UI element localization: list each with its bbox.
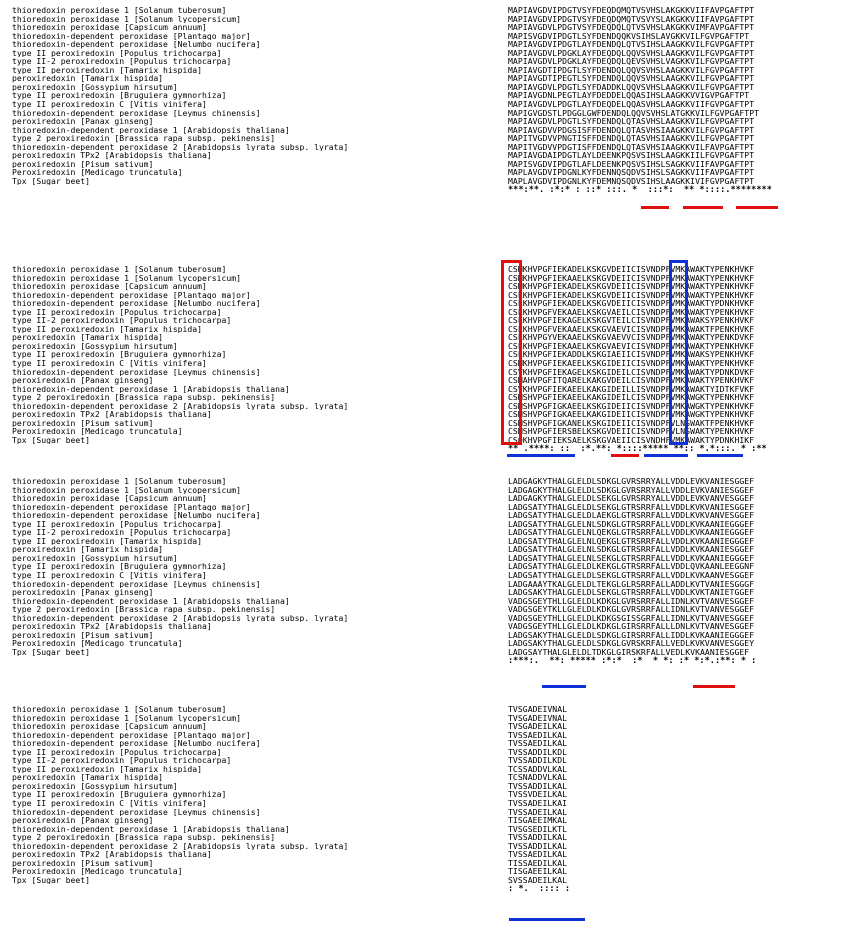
species-name: thioredoxin-dependent peroxidase 2 [Arabidopsis lyrata subsp. lyrata] [12, 401, 349, 411]
species-name: Tpx [Sugar beet] [12, 647, 90, 657]
species-name: peroxiredoxin [Panax ginseng] [12, 376, 154, 385]
species-name: peroxiredoxin [Pisum sativum] [12, 418, 154, 428]
species-name: peroxiredoxin [Tamarix hispida] [12, 545, 164, 554]
sequence-row: TVSSADEILKAI [508, 799, 568, 808]
species-name: type II peroxiredoxin [Bruguiera gymnorhiza] [12, 350, 227, 360]
sequence-row: TCSSADDVLKAL [508, 764, 568, 774]
sequence-row: LADGSATYTHALGLELDLAEKGLGTRSRRFALLVDDLKVKVANVESGGEF [508, 511, 755, 520]
sequence-row: MAPIAVGDNLPEGTLAYFDEDDELQQASIHSLAAGKKVVIGVPGAFTPT [508, 91, 750, 101]
species-name: type II peroxiredoxin [Tamarix hispida] [12, 65, 203, 75]
species-name: peroxiredoxin [Tamarix hispida] [12, 333, 164, 342]
sequence-column [508, 705, 862, 894]
sequence-row: MAPIAVGDAIPDGTLAYLDEENKPQSVSIHSLAAGKKIILFGVPGAFTPT [508, 151, 755, 160]
sequence-row: MAPLAVGDVIPDGNLKYFDENNQSQDVSIHSLSAGKKVIIFAVPGAFTPT [508, 168, 755, 177]
species-name: thioredoxin peroxidase 1 [Solanum tuberosum] [12, 6, 227, 15]
species-name: thioredoxin-dependent peroxidase 1 [Arabidopsis thaliana] [12, 824, 290, 834]
sequence-row: CSMKHVPGFIEKAEELKSKGIDEIICISVNDPFVMKAWAKTYPENKHVKF [508, 359, 755, 368]
highlight-bar-red [736, 206, 778, 209]
sequence-row: VADGSGEYTKLLGLELDLKDKGLGVRSRRFALLIDNLKVTVANVESGGEF [508, 605, 755, 614]
sequence-row: MAPITVGDVVPNGTISFFDENDQLQTASVHSIAAGKKVILFGVPGAFTPT [508, 134, 755, 143]
species-name: peroxiredoxin [Gossypium hirsutum] [12, 781, 178, 791]
species-name-column [12, 265, 502, 444]
sequence-row: CSMAHVPGFITQARELKAKGVDEILCISVNDPFVMKAWAKTYPENKHVKF [508, 376, 755, 385]
sequence-row: LADGSATYTHALGLELNLSDKGLGTRSRRFALLVDDLKVKAANIEGGGEF [508, 519, 755, 529]
sequence-row: CSMSHVPGFIEKAEELKAKGIDEILCISVNDPFVMKAWGKTYPENKHVKF [508, 393, 755, 402]
species-name: type II-2 peroxiredoxin [Populus trichocarpa] [12, 528, 232, 537]
sequence-row: CSMKHVPGFIEKAAELKSKGVDEIICISVNDPFVMKAWAKTYPENKHVKF [508, 273, 755, 283]
species-name: peroxiredoxin TPx2 [Arabidopsis thaliana] [12, 410, 212, 419]
sequence-row: TVSSADDILKDL [508, 747, 568, 757]
sequence-row: TISSAEDILKAL [508, 858, 568, 868]
sequence-row: CSLKHVPGFIEKADELKSKGVDEIICISVNDPFVMKAWAKTYPDNKHVKF [508, 299, 755, 308]
sequence-row: TCSNADDVLKAL [508, 773, 568, 782]
species-name: type II-2 peroxiredoxin [Populus trichocarpa] [12, 756, 232, 765]
species-name: thioredoxin-dependent peroxidase [Plantago major] [12, 31, 251, 41]
sequence-row: MAPISVGDVIPDGTLSYFDENDQQKVSIHSLAVGKKVILFGVPGAFTPT [508, 31, 750, 41]
sequence-row: TISGAEEIMKAL [508, 816, 568, 825]
sequence-row: LADGAGKYTHALGLELDLSDKGLGVRSRRYALLVDDLEVKVANIESGGEF [508, 477, 755, 486]
sequence-row: VADGSGEYTHLLGLELDLKDKGLGIRSRRFALLLDNLKVTVANVESGGEF [508, 622, 755, 631]
sequence-row: CSMKHVPGFIEKADELKSKGVDEIICISVNDPFVMKAWAKTYPENKHVKF [508, 282, 755, 291]
sequence-row: SVSSADEILKAL [508, 875, 568, 885]
highlight-bar-blue [697, 454, 743, 457]
sequence-row: CSMSHVPGFIERSBELKSKGVDEIICISVNDPFVLNSWAKTYPENKHVKF [508, 427, 755, 436]
species-name: peroxiredoxin [Gossypium hirsutum] [12, 553, 178, 563]
species-name: thioredoxin-dependent peroxidase [Leymus chinensis] [12, 108, 261, 118]
sequence-row: TISGAEEILKAL [508, 867, 568, 876]
species-name: type II-2 peroxiredoxin [Populus trichocarpa] [12, 57, 232, 66]
sequence-row: TVSSAEDILKAL [508, 730, 568, 740]
sequence-row: CSVKHVPGFIEKAGELKSKGIDEILCISVNDPFVMKAWAKTYPDNKDVKF [508, 367, 755, 377]
sequence-row: CSLKHVPGFIEKAGELKSKGVTEILCISVNDPFVMKAWAKSYPENKHVKF [508, 316, 755, 325]
species-name: type II peroxiredoxin [Tamarix hispida] [12, 764, 203, 774]
sequence-row: MAPISVGDVIPDGTLAFLDEENKPQSVSIHSLSAGKKVIIFAVPGAFTPT [508, 159, 755, 169]
sequence-column [508, 6, 862, 195]
species-name: thioredoxin peroxidase [Capsicum annuum] [12, 282, 207, 291]
species-name: peroxiredoxin [Panax ginseng] [12, 117, 154, 126]
sequence-row: CSLKHVPGFVEKAAELKSKGVAEVICISVNDPFVMKAWAKTFPENKHVKF [508, 324, 755, 334]
highlight-bar-red [693, 685, 735, 688]
species-name: Tpx [Sugar beet] [12, 435, 90, 445]
species-name: thioredoxin-dependent peroxidase [Leymus chinensis] [12, 579, 261, 589]
sequence-row: CSMSHVPGFIGKANELKSKGIDEIICISVNDPFVLNSWAKTFPENKHVKF [508, 418, 755, 428]
sequence-column [508, 477, 862, 666]
species-name: peroxiredoxin [Gossypium hirsutum] [12, 341, 178, 351]
species-name: type 2 peroxiredoxin [Brassica rapa subsp. pekinensis] [12, 393, 276, 402]
species-name: type II peroxiredoxin [Tamarix hispida] [12, 324, 203, 334]
species-name: thioredoxin peroxidase 1 [Solanum tuberosum] [12, 705, 227, 714]
sequence-row: TVSGADEIVNAL [508, 713, 568, 723]
species-name: thioredoxin-dependent peroxidase [Nelumbo nucifera] [12, 739, 261, 748]
species-name: Tpx [Sugar beet] [12, 875, 90, 885]
species-name-column [12, 477, 502, 656]
species-name: type II peroxiredoxin [Tamarix hispida] [12, 536, 203, 546]
alignment-block-3 [0, 477, 862, 692]
species-name: peroxiredoxin [Panax ginseng] [12, 588, 154, 597]
species-name: type II peroxiredoxin [Populus trichocarpa] [12, 747, 222, 757]
sequence-row: MAPIAVGDVIPDGTLAYFDENDQLQTVSIHSLAAGKKVILFGVPGAFTPT [508, 40, 755, 49]
highlight-bar-blue [509, 918, 585, 921]
species-name: peroxiredoxin TPx2 [Arabidopsis thaliana] [12, 622, 212, 631]
species-name: type II peroxiredoxin [Populus trichocarpa] [12, 519, 222, 529]
species-name: type II peroxiredoxin C [Vitis vinifera] [12, 571, 207, 580]
species-name: thioredoxin peroxidase 1 [Solanum lycopersicum] [12, 14, 242, 24]
sequence-row: VADGSGEYTHLLGLELDLKDKGSGISSGRFALLIDNLKVTVANVESGGEF [508, 613, 755, 623]
species-name: thioredoxin peroxidase 1 [Solanum lycopersicum] [12, 713, 242, 723]
sequence-row: MAPIAVGDVLPDGTLSYFDENDQLQTASVHSLAAGKKVILFGVPGAFTPT [508, 117, 755, 126]
species-name: Tpx [Sugar beet] [12, 176, 90, 186]
species-name: thioredoxin-dependent peroxidase [Leymus chinensis] [12, 367, 261, 377]
sequence-row: LADGSATYTHALGLELDLSEKGLGTRSRRFALLVDDLKVKAANVESGGEF [508, 571, 755, 580]
sequence-row: CSLKHVPGFVEKAAELKSKGVAEILCISVNDPFVMKAWAKTYPENKHVKF [508, 307, 755, 317]
species-name: thioredoxin-dependent peroxidase [Plantago major] [12, 730, 251, 740]
species-name: type II peroxiredoxin [Bruguiera gymnorhiza] [12, 91, 227, 101]
highlight-bar-red [641, 206, 669, 209]
sequence-row: TVSSVDEILKAL [508, 790, 568, 800]
species-name-column [12, 705, 502, 884]
sequence-row: TVSSADDILKAL [508, 833, 568, 842]
sequence-row: VADGSGEYTHLLGLELDLKDKGLGVRSRRFALLIDNLKVTVANVESGGEF [508, 596, 755, 606]
species-name: peroxiredoxin TPx2 [Arabidopsis thaliana] [12, 151, 212, 160]
species-name: Peroxiredoxin [Medicago truncatula] [12, 867, 183, 876]
sequence-row: MAPIAVGDVLPDGTVSYFDEQDQLQTVSVHSLAKGKKVIMFAVPGAFTPT [508, 23, 755, 32]
sequence-row: CSQKHVPGFIEKSAELKSKGVAEIICISVNDHFVMKAWAKTYPDNKHIKF [508, 435, 755, 445]
species-name-column [12, 6, 502, 185]
sequence-row: TVSGADEIVNAL [508, 705, 568, 714]
consensus-line: ** .****: :: :*.**: *::::***** **:: *.*:::. * :** [508, 444, 767, 455]
species-name: thioredoxin-dependent peroxidase 1 [Arabidopsis thaliana] [12, 125, 290, 135]
consensus-line: ***:**. :*:* : ::* :::. * :::*: ** *::::.******** [508, 185, 772, 196]
consensus-line: :***:. **: ***** :*:* :* * *: :* *:*.:**: * : [508, 656, 757, 667]
species-name: thioredoxin-dependent peroxidase [Leymus chinensis] [12, 807, 261, 817]
species-name: type II peroxiredoxin C [Vitis vinifera] [12, 100, 207, 109]
highlight-bar-red [683, 206, 723, 209]
highlight-bar-red [611, 454, 639, 457]
species-name: type II peroxiredoxin [Populus trichocarpa] [12, 307, 222, 317]
alignment-block-2 [0, 265, 862, 465]
species-name: thioredoxin peroxidase [Capsicum annuum] [12, 23, 207, 32]
sequence-row: MAPIAVGDVLPDGKLAYFDEQDQLQQVSVHSLAAGKKVILFGVPGAFTPT [508, 48, 755, 58]
species-name: peroxiredoxin [Pisum sativum] [12, 630, 154, 640]
sequence-row: LADGSATYTHALGLELNLQEKGLGTRSRRFALLVDDLKVKAANIEGGGEF [508, 528, 755, 537]
sequence-row: CSVKHVPGFIEKAEELKAKGIDEILLISVNDPFVMKAWAKTYIDTKFVKF [508, 384, 755, 394]
species-name: peroxiredoxin [Tamarix hispida] [12, 74, 164, 83]
sequence-row: MAPIAVGDVVPDGSISFFDENDQLQTASVHSIAAGKKVILFGVPGAFTPT [508, 125, 755, 135]
species-name: thioredoxin-dependent peroxidase [Plantago major] [12, 502, 251, 512]
sequence-row: LADGAGKYTHALGLELDLSDKGLGVRSRRYALLVDDLEVKVANIESGGEF [508, 485, 755, 495]
species-name: peroxiredoxin [Gossypium hirsutum] [12, 82, 178, 92]
sequence-row: MAPIAVGDTIPDGTLSYFDENDQLQQVSVHSLAAGKKVILFGVPGAFTPT [508, 65, 755, 75]
sequence-row: LADGSAKYTHALGLELDLSDKGLGVRSKRFALLVEDLKVKVANVESGGEY [508, 639, 755, 648]
sequence-row: MAPIAVGDVIPDGTVSYFDEQDQMQTVSVHSLAKGKKVIIFAVPGAFTPT [508, 6, 755, 15]
species-name: type 2 peroxiredoxin [Brassica rapa subsp. pekinensis] [12, 134, 276, 143]
species-name: peroxiredoxin [Pisum sativum] [12, 858, 154, 868]
alignment-block-4 [0, 705, 862, 930]
species-name: type II peroxiredoxin [Populus trichocarpa] [12, 48, 222, 58]
sequence-row: CSLKHVPGYVEKAAELKSKGVAEVVCISVNDPFVMKAWAKTYPENKDVKF [508, 333, 755, 342]
species-name: thioredoxin-dependent peroxidase [Nelumbo nucifera] [12, 299, 261, 308]
sequence-row: TVSSADDILKAL [508, 781, 568, 791]
sequence-row: LADGSATYTHALGLELDLKEKGLGTRSRRFALLVDDLQVKAANLEEGGNF [508, 562, 755, 572]
species-name: Peroxiredoxin [Medicago truncatula] [12, 168, 183, 177]
highlight-bar-blue [507, 454, 575, 457]
sequence-row: LADGSATYTHALGLELNLSDKGLGTRSRRFALLVDDLKVKAANIESGGEF [508, 545, 755, 554]
sequence-row: LADGSAYTHALGLELDLTDKGLGIRSKRFALLVEDLKVKAANIESGGEF [508, 647, 750, 657]
sequence-row: TVSGADEILKAL [508, 722, 568, 731]
sequence-row: MAPIAVGDVIPDGTVSYFDEQDQMQTVSVYSLAKGKKVIIFAVPGAFTPT [508, 14, 755, 24]
sequence-row: MAPIAVGDVLPDGTLSYFDADDKLQQVSVHSLAAGKKVILFGVPGAFTPT [508, 82, 755, 92]
sequence-row: TVSSADDILKDL [508, 756, 568, 765]
species-name: type 2 peroxiredoxin [Brassica rapa subsp. pekinensis] [12, 605, 276, 614]
species-name: thioredoxin peroxidase [Capsicum annuum] [12, 722, 207, 731]
sequence-row: CSLKHVPGFIEKADDLKSKGIAEIICISVNDPFVMKAWAKSYPENKHVKF [508, 350, 755, 360]
sequence-row: TVSSADEILKAL [508, 807, 568, 817]
sequence-row: CSLKHVPGFIEKADELKSKGVDEIICISVNDPFVMKAWAKTYPENKHVKF [508, 290, 755, 300]
species-name: thioredoxin peroxidase 1 [Solanum tuberosum] [12, 265, 227, 274]
sequence-row: MAPIAVGDTIPEGTLSYFDENDQLQQVSVHSLAAGKKVILFGVPGAFTPT [508, 74, 755, 83]
species-name: thioredoxin-dependent peroxidase 2 [Arabidopsis lyrata subsp. lyrata] [12, 613, 349, 623]
species-name: peroxiredoxin [Tamarix hispida] [12, 773, 164, 782]
sequence-row: MAPIGVGDSTLPDGGLGWFDENDQLQQVSVHSLATGKKVILFGVPGAFTPT [508, 108, 760, 118]
species-name: thioredoxin-dependent peroxidase [Nelumbo nucifera] [12, 40, 261, 49]
sequence-row: CSMKHVPGFIEKADELKSKGVDEIICISVNDPFVMKAWAKTYPENKHVKF [508, 265, 755, 274]
conserved-cysteine-box-red [501, 260, 522, 445]
sequence-row: CSMSHVPGFIGKAEELKSKGIDEIICISVNDPFVMKAWGKTYPENKHVKF [508, 401, 755, 411]
species-name: thioredoxin peroxidase 1 [Solanum lycopersicum] [12, 485, 242, 495]
species-name: type 2 peroxiredoxin [Brassica rapa subsp. pekinensis] [12, 833, 276, 842]
alignment-block-1 [0, 6, 862, 218]
sequence-row: LADGAGKYTHALGLELDLSEKGLGVRSRRYALLVDDLEVKVANVESGGEF [508, 494, 755, 503]
species-name: type II-2 peroxiredoxin [Populus trichocarpa] [12, 316, 232, 325]
sequence-row: MAPLAVGDVIPDGNLKYFDEMNQSQDVSIHSLAAGKKIVIFGVPGAFTPT [508, 176, 755, 186]
highlight-bar-blue [644, 454, 688, 457]
sequence-row: LADGAAAYTKALGLELDLTEKGLGLRSRRFALLADDLKVTVANIESGGGF [508, 579, 755, 589]
sequence-row: TVSSADDILKAL [508, 841, 568, 851]
sequence-row: LADGSATYTHALGLELNLSEKGLGTRSRRFALLVDDLKVKAANIEGGGEF [508, 553, 755, 563]
species-name: Peroxiredoxin [Medicago truncatula] [12, 427, 183, 436]
species-name: thioredoxin-dependent peroxidase 1 [Arabidopsis thaliana] [12, 596, 290, 606]
sequence-row: TVSGSEDILKTL [508, 824, 568, 834]
sequence-row: MAPIAVGDVLPDGTLAYFDEQDELQQASVHSLAAGKKVIIFGVPGAFTPT [508, 100, 755, 109]
highlight-bar-blue [542, 685, 586, 688]
species-name: thioredoxin-dependent peroxidase [Nelumbo nucifera] [12, 511, 261, 520]
species-name: thioredoxin peroxidase 1 [Solanum tuberosum] [12, 477, 227, 486]
sequence-row: LADGSATYTHALGLELNLQEKGLGTRSRRFALLVDDLKVKAANIEGGGEF [508, 536, 755, 546]
sequence-row: CSLKHVPGFIEKAAELKSKGVAEVICISVNDPFVMKAWAKTYPENKHVKF [508, 341, 755, 351]
sequence-row: MAPITVGDVVPDGTISFFDENDQLQTASVHSIAAGKKVILFAVPGAFTPT [508, 142, 755, 152]
species-name: peroxiredoxin [Panax ginseng] [12, 816, 154, 825]
species-name: thioredoxin-dependent peroxidase 1 [Arabidopsis thaliana] [12, 384, 290, 394]
sequence-row: LADGSATYTHALGLELDLSEKGLGTRSRRFALLVDDLKVKVANIESGGEF [508, 502, 755, 512]
species-name: type II peroxiredoxin C [Vitis vinifera] [12, 799, 207, 808]
sequence-row: MAPIAVGDVLPDGKLAYFDEQDQLQEVSVHSLVAGKKVILFGVPGAFTPT [508, 57, 755, 66]
consensus-line: : *. :::: : [508, 884, 571, 895]
sequence-row: LADGSAKYTHALGLELDLSDKGLGIRSRRFALLIDDLKVKAANIEGGGEF [508, 630, 755, 640]
species-name: thioredoxin-dependent peroxidase 2 [Arabidopsis lyrata subsp. lyrata] [12, 142, 349, 152]
species-name: type II peroxiredoxin [Bruguiera gymnorhiza] [12, 790, 227, 800]
species-name: thioredoxin peroxidase [Capsicum annuum] [12, 494, 207, 503]
species-name: type II peroxiredoxin [Bruguiera gymnorhiza] [12, 562, 227, 572]
species-name: type II peroxiredoxin C [Vitis vinifera] [12, 359, 207, 368]
sequence-row: LADGSAKYTHALGLELDLSEKGLGTRSRRFALLVDDLKVKTANIETGGEF [508, 588, 755, 597]
sequence-row: TVSSAEDILKAL [508, 850, 568, 859]
species-name: Peroxiredoxin [Medicago truncatula] [12, 639, 183, 648]
sequence-row: CSMSHVPGFIGKAEELKAKGIDEIICISVNDPFVMKAWGKTYPENKHVKF [508, 410, 755, 419]
conserved-cysteine-box-blue [669, 260, 688, 445]
species-name: peroxiredoxin TPx2 [Arabidopsis thaliana] [12, 850, 212, 859]
species-name: peroxiredoxin [Pisum sativum] [12, 159, 154, 169]
species-name: thioredoxin-dependent peroxidase 2 [Arabidopsis lyrata subsp. lyrata] [12, 841, 349, 851]
sequence-row: TVSSAEDILKAL [508, 739, 568, 748]
species-name: thioredoxin-dependent peroxidase [Plantago major] [12, 290, 251, 300]
species-name: thioredoxin peroxidase 1 [Solanum lycopersicum] [12, 273, 242, 283]
